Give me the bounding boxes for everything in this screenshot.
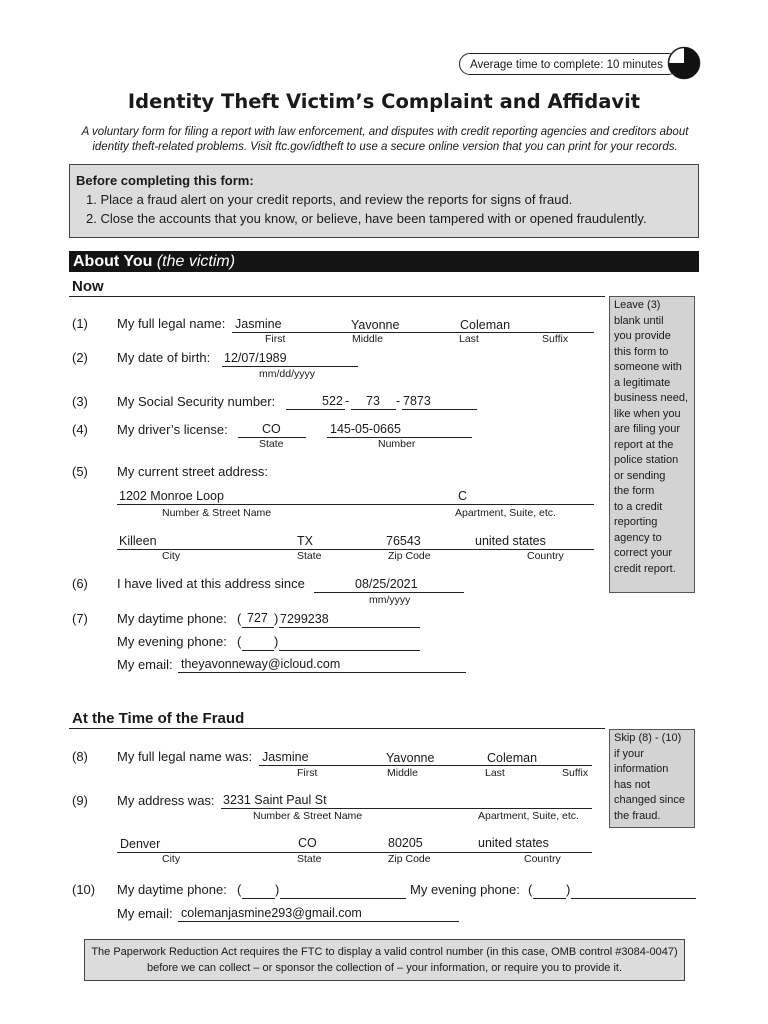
street-caption: Number & Street Name [162,507,272,519]
sidebar-note-line: the form [614,485,655,497]
section-title: About You [73,253,153,270]
full-name-label: My full legal name: [117,316,226,331]
intro-line-2: identity theft-related problems. Visit ftc.gov/idtheft to use a secure online version that you can print for your records. [92,141,678,153]
apartment-caption: Apartment, Suite, etc. [455,507,556,519]
sidebar-note-ssn [609,296,695,593]
sidebar-note-line: a legitimate [614,376,671,389]
sidebar-note-line: information [614,763,669,775]
current-state-value[interactable]: TX [297,534,313,548]
paren-open: ( [528,882,533,897]
form-title: Identity Theft Victim’s Complaint and Affidavit [127,90,641,113]
ssn-label: My Social Security number: [117,394,276,409]
email-label: My email: [117,657,173,672]
current-zip-value[interactable]: 76543 [386,534,421,548]
sidebar-note-line: if your [614,747,644,760]
sidebar-note-line: report at the [614,438,674,451]
area-code-underline [242,898,275,899]
street-caption: Number & Street Name [253,810,363,822]
city-line-underline [117,549,594,550]
license-state-value[interactable]: CO [262,422,281,436]
paren-close: ) [274,634,279,649]
sidebar-note-line: business need, [614,392,688,404]
form-intro [60,125,710,155]
daytime-phone-label: My daytime phone: [117,611,227,626]
current-address-label: My current street address: [117,464,268,479]
footer-line-1: The Paperwork Reduction Act requires the FTC to display a valid control number (in this case, OMB control #3084-0047) [91,946,678,958]
question-number: (2) [72,350,88,365]
evening-phone-label: My evening phone: [117,634,227,649]
question-number: (4) [72,422,88,437]
former-city-value[interactable]: Denver [120,837,161,851]
former-email-label: My email: [117,906,173,921]
sidebar-note-line: correct your [614,547,673,559]
former-street-underline [221,808,592,809]
phone-underline [279,627,420,628]
dob-format-caption: mm/dd/yyyy [259,368,316,380]
former-daytime-phone-underline[interactable] [280,898,406,899]
former-country-value[interactable]: united states [478,836,549,850]
question-number: (5) [72,464,88,479]
former-evening-phone-underline[interactable] [571,898,696,899]
lived-since-label: I have lived at this address since [117,576,305,591]
zip-caption: Zip Code [388,853,431,865]
sidebar-note-line: or sending [614,469,666,482]
sidebar-note-line: Leave (3) [614,299,661,311]
subsection-now: Now [72,278,104,295]
state-caption: State [297,550,322,562]
sidebar-note-line: the fraud. [614,809,661,822]
former-first-name-value[interactable]: Jasmine [262,750,309,764]
former-last-name-value[interactable]: Coleman [487,751,538,765]
sidebar-note-line: like when you [614,407,681,420]
section-header-about-you [69,251,699,272]
clock-icon [667,46,701,80]
evening-phone-underline[interactable] [279,650,420,651]
former-middle-name-value[interactable]: Yavonne [386,751,435,765]
last-name-value[interactable]: Coleman [460,318,511,332]
middle-caption: Middle [387,767,418,779]
ssn-dash: - [345,394,350,408]
former-name-label: My full legal name was: [117,749,253,764]
before-item-2: 2. Close the accounts that you know, or believe, have been tampered with or opened fraudulently. [86,211,647,226]
country-caption: Country [527,550,564,562]
daytime-phone-value[interactable]: 7299238 [280,612,329,626]
question-number: (6) [72,576,88,591]
current-country-value[interactable]: united states [475,534,546,548]
subsection-time-of-fraud: At the Time of the Fraud [72,710,245,727]
suffix-caption: Suffix [562,767,589,779]
former-evening-phone-label: My evening phone: [410,882,520,897]
paren-close: ) [566,882,571,897]
middle-caption: Middle [352,333,383,345]
question-number: (1) [72,316,88,331]
ssn-part-3[interactable]: 7873 [403,394,431,408]
area-code-underline [242,650,274,651]
former-daytime-phone-label: My daytime phone: [117,882,227,897]
time-estimate-pill: Average time to complete: 10 minutes [459,53,679,75]
suffix-caption: Suffix [542,333,569,345]
sidebar-note-skip [609,729,695,828]
sidebar-note-line: to a credit [614,500,663,513]
first-caption: First [297,767,318,779]
divider [69,296,605,297]
daytime-area-code-value[interactable]: 727 [247,611,268,625]
paren-open: ( [237,634,242,649]
former-name-underline [259,765,592,766]
former-street-value[interactable]: 3231 Saint Paul St [223,793,327,807]
ssn-part-1[interactable]: 522 [322,394,343,408]
question-number: (3) [72,394,88,409]
divider [69,728,605,729]
former-state-value[interactable]: CO [298,836,317,850]
sidebar-note-line: credit report. [614,562,676,575]
email-underline [178,672,466,673]
dob-underline [222,366,358,367]
dob-value[interactable]: 12/07/1989 [224,351,287,365]
sidebar-note-line: police station [614,454,679,466]
sidebar-note-line: changed since [614,794,685,806]
ssn-underline [402,409,477,410]
current-city-value[interactable]: Killeen [119,534,157,548]
number-caption: Number [378,438,416,450]
section-subtitle: (the victim) [156,253,236,270]
street-underline [117,504,594,505]
sidebar-note-line: blank until [614,314,664,327]
ssn-underline [286,409,345,410]
former-zip-value[interactable]: 80205 [388,836,423,850]
sidebar-note-line: someone with [614,361,682,373]
lived-since-underline [314,592,464,593]
before-heading: Before completing this form: [76,173,254,188]
area-code-underline [533,898,566,899]
dob-label: My date of birth: [117,350,211,365]
apartment-caption: Apartment, Suite, etc. [478,810,579,822]
paren-open: ( [237,611,242,626]
sidebar-note-line: you provide [614,330,671,342]
question-number: (8) [72,749,88,764]
sidebar-note-line: has not [614,778,651,791]
sidebar-note-line: agency to [614,531,662,544]
question-number: (9) [72,793,88,808]
sidebar-note-line: Skip (8) - (10) [614,732,682,744]
state-caption: State [259,438,284,450]
ssn-dash: - [396,394,401,408]
former-email-value[interactable]: colemanjasmine293@gmail.com [181,906,362,920]
last-caption: Last [485,767,505,779]
paren-open: ( [237,882,242,897]
paren-close: ) [274,611,279,626]
question-number: (7) [72,611,88,626]
sidebar-note-line: this form to [614,345,669,358]
state-caption: State [297,853,322,865]
before-item-1: 1. Place a fraud alert on your credit reports, and review the reports for signs of fraud. [86,192,573,207]
first-caption: First [265,333,286,345]
country-caption: Country [524,853,561,865]
lived-since-value[interactable]: 08/25/2021 [355,577,418,591]
ssn-part-2[interactable]: 73 [366,394,380,408]
intro-line-1: A voluntary form for filing a report with law enforcement, and disputes with credit reporting agencies and creditors about [81,126,689,138]
former-address-label: My address was: [117,793,215,808]
question-number: (10) [72,882,96,897]
ssn-underline [351,409,396,410]
sidebar-note-line: reporting [614,516,658,528]
license-number-value[interactable]: 145-05-0665 [330,422,401,436]
former-email-underline [178,921,459,922]
area-code-underline [242,627,274,628]
middle-name-value[interactable]: Yavonne [351,318,400,332]
before-completing-box [69,164,699,238]
current-street-value[interactable]: 1202 Monroe Loop [119,489,224,503]
full-name-underline [232,332,594,333]
sidebar-note-line: are filing your [614,423,681,435]
last-caption: Last [459,333,479,345]
footer-line-2: before we can collect – or sponsor the collection of – your information, or require you to provide it. [146,962,623,974]
zip-caption: Zip Code [388,550,431,562]
former-city-line-underline [117,852,592,853]
current-apt-value[interactable]: C [458,489,468,503]
drivers-license-label: My driver’s license: [117,422,228,437]
city-caption: City [162,550,181,562]
paren-close: ) [275,882,280,897]
paperwork-reduction-notice [84,939,685,981]
email-value[interactable]: theyavonneway@icloud.com [181,657,341,671]
first-name-value[interactable]: Jasmine [235,317,282,331]
mmyyyy-caption: mm/yyyy [369,594,411,606]
city-caption: City [162,853,181,865]
